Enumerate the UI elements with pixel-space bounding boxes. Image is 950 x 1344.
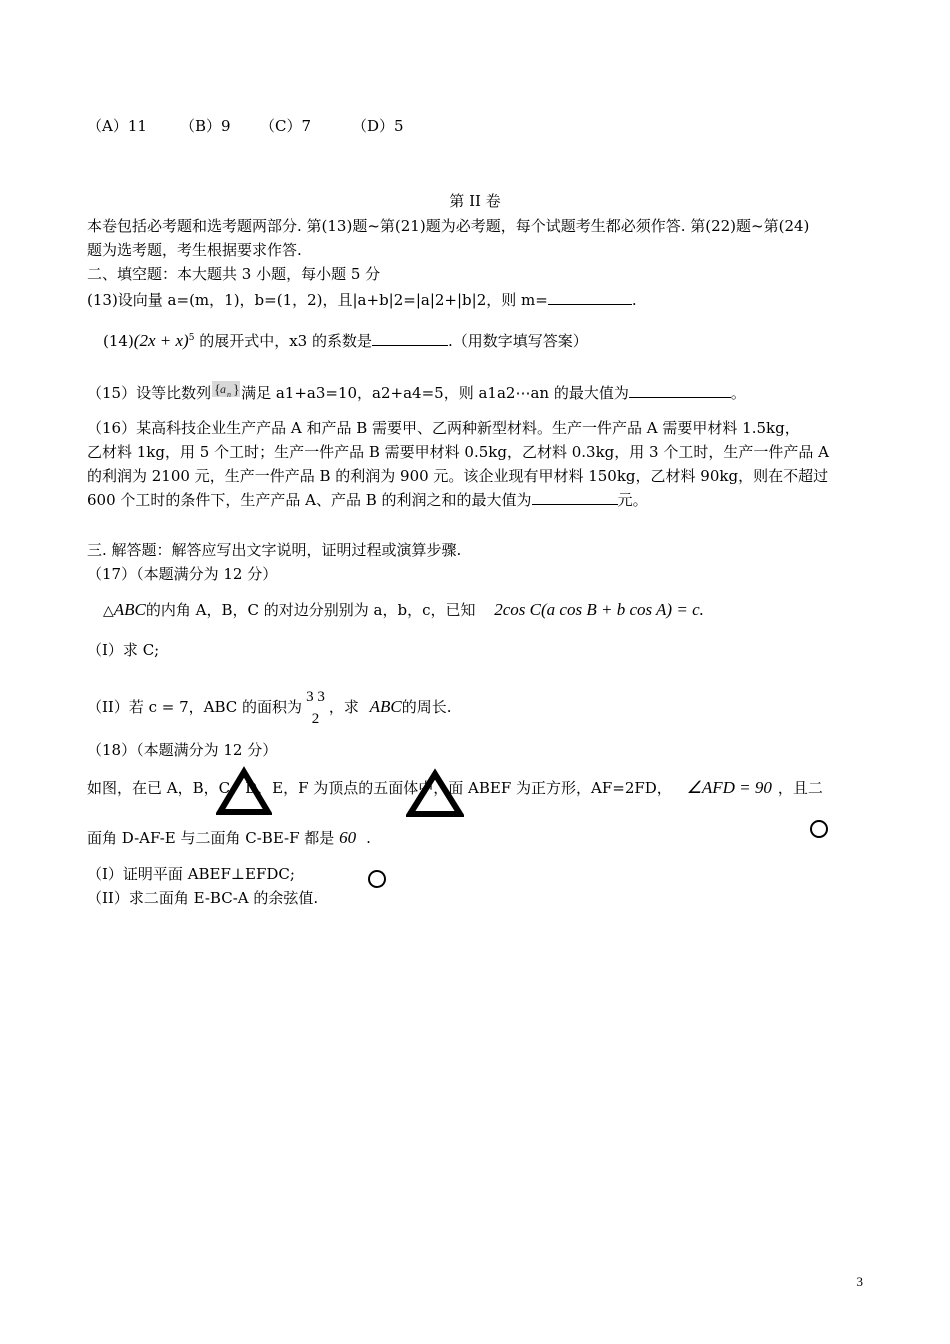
choice-c: （C）7	[260, 117, 312, 135]
choice-a: （A）11	[87, 117, 147, 135]
q16-blank	[532, 489, 618, 505]
q16-line-3: 的利润为 2100 元，生产一件产品 B 的利润为 900 元。该企业现有甲材料 150kg，乙材料 90kg，则在不超过	[87, 467, 829, 485]
q17-part-2-mid: ，求	[328, 698, 359, 716]
q18-part-2: （II）求二面角 E-BC-A 的余弦值.	[87, 889, 319, 907]
q14-exponent: 5	[188, 333, 195, 343]
sequence-an-icon	[211, 380, 241, 398]
q13-blank	[548, 289, 632, 305]
q14-text: 的展开式中，x3 的系数是	[194, 332, 372, 350]
q17-formula: 2cos C(a cos B + b cos A) = c.	[494, 600, 704, 619]
q17-abc: ABC	[113, 600, 146, 619]
q15-end: 。	[730, 384, 746, 402]
answer-section-header: 三. 解答题：解答应写出文字说明，证明过程或演算步骤.	[87, 541, 462, 559]
q13-text: (13)设向量 a=(m，1)，b=(1，2)，且|a+b|2=|a|2+|b|2，则 m=	[87, 291, 548, 309]
svg-text:{: {	[214, 383, 221, 398]
dihedral-degree: 60	[339, 828, 357, 847]
q13-end: .	[631, 291, 637, 309]
intro-line-2: 题为选考题，考生根据要求作答.	[87, 241, 302, 259]
large-triangle-icon	[406, 768, 464, 820]
q15-number: （15）设等比数列	[87, 384, 212, 402]
q17-part-2-pre: （II）若 c = 7，ABC 的面积为	[87, 698, 303, 716]
q16-end: 元。	[617, 491, 648, 509]
svg-text:n: n	[227, 390, 232, 399]
choice-d: （D）5	[352, 117, 404, 135]
q18-line-2-text: 面角 D-AF-E 与二面角 C-BE-F 都是	[87, 829, 335, 847]
question-13	[87, 288, 637, 312]
fraction-numerator: 3 3	[306, 689, 325, 705]
angle-afd: ∠AFD = 90	[686, 778, 772, 797]
q16-line-2: 乙材料 1kg，用 5 个工时；生产一件产品 B 需要甲材料 0.5kg，乙材料 0.3kg，用 3 个工时，生产一件产品 A	[87, 443, 829, 461]
q17-part-2-end: 的周长.	[401, 698, 452, 716]
large-triangle-icon	[216, 766, 272, 818]
q17-part-1: （I）求 C;	[87, 641, 160, 659]
question-15	[87, 380, 746, 405]
q15-blank	[629, 382, 731, 398]
q16-line-4-text: 600 个工时的条件下，生产产品 A、产品 B 的利润之和的最大值为	[87, 491, 532, 509]
q14-number: (14)	[103, 332, 134, 350]
q17-part-2-abc: ABC	[369, 697, 402, 716]
q14-end: .（用数字填写答案）	[447, 332, 588, 350]
area-fraction	[306, 686, 325, 730]
q18-line-2-end: .	[366, 829, 371, 847]
svg-text:}: }	[233, 383, 240, 398]
page-number: 3	[856, 1274, 863, 1289]
q18-line-1-text: 如图，在已 A，B，C，D，E，F 为顶点的五面体中，面 ABEF 为正方形，AF=2FD，	[87, 779, 672, 797]
q17-header: （17）（本题满分为 12 分）	[87, 565, 278, 583]
intro-line-1: 本卷包括必考题和选考题两部分. 第(13)题~第(21)题为必考题，每个试题考生都必须作答. 第(22)题~第(24)	[87, 217, 810, 235]
q18-line-2	[87, 826, 371, 850]
q18-header: （18）（本题满分为 12 分）	[87, 741, 278, 759]
q18-part-1: （I）证明平面 ABEF⊥EFDC;	[87, 865, 295, 883]
section-title: 第 II 卷	[449, 192, 501, 210]
degree-circle-icon	[810, 820, 828, 838]
q17-part-2	[87, 686, 452, 730]
fraction-denominator: 2	[311, 711, 320, 727]
answer-choices	[87, 114, 404, 138]
q14-blank	[372, 330, 448, 346]
q18-line-1-end: ，且二	[777, 779, 823, 797]
q15-text: 满足 a1+a3=10，a2+a4=5，则 a1a2⋯an 的最大值为	[241, 384, 629, 402]
triangle-symbol-icon: △	[103, 603, 114, 619]
q17-stem-text: 的内角 A，B，C 的对边分别别为 a，b，c，已知	[145, 601, 476, 619]
q17-stem	[103, 598, 704, 623]
q16-line-1: （16）某高科技企业生产产品 A 和产品 B 需要甲、乙两种新型材料。生产一件产品 A 需要甲材料 1.5kg，	[87, 419, 800, 437]
svg-text:a: a	[220, 382, 227, 396]
choice-b: （B）9	[180, 117, 231, 135]
q16-line-4	[87, 488, 648, 512]
fill-in-header: 二、填空题：本大题共 3 小题，每小题 5 分	[87, 265, 381, 283]
q14-expression: (2x + x)	[133, 331, 189, 350]
question-14	[103, 326, 588, 353]
degree-circle-icon	[368, 870, 386, 888]
